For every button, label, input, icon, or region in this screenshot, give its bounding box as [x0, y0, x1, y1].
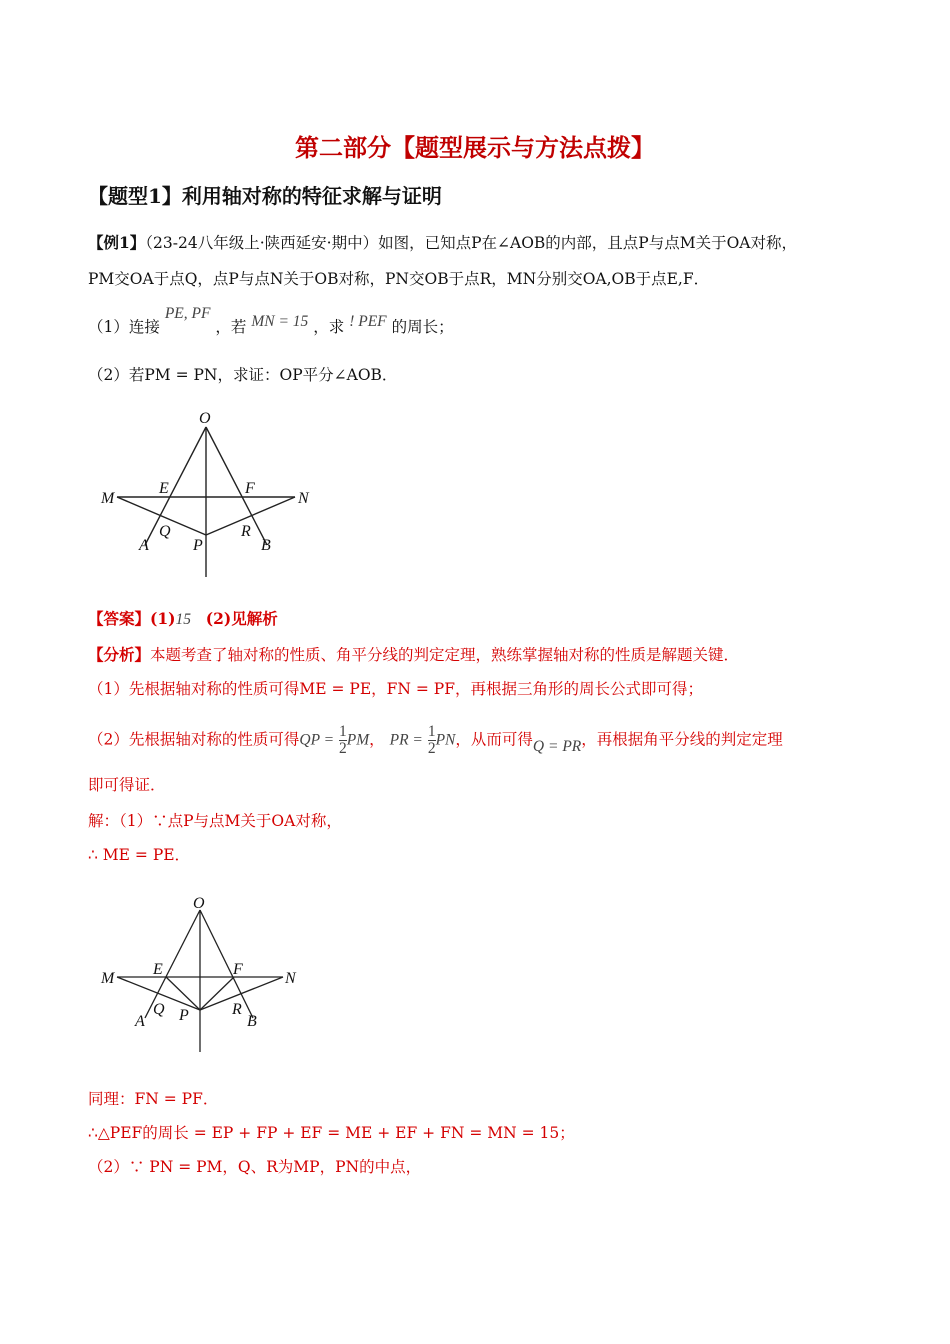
- solution-line-5: （2）∵ PN = PM，Q、R为MP，PN的中点，: [88, 1158, 422, 1176]
- question-2: （2）若PM = PN，求证：OP平分∠AOB．: [88, 366, 398, 384]
- q1-mn: MN = 15: [251, 313, 309, 330]
- example-source: （23-24八年级上·陕西延安·期中）: [145, 234, 379, 252]
- frac-num-2: 1: [427, 723, 436, 740]
- example-label: 【例1】: [88, 233, 146, 252]
- step2-prefix: （2）先根据轴对称的性质可得: [88, 730, 300, 749]
- step2-pr: PR =: [389, 731, 423, 749]
- q1-pe-pf: PE, PF: [164, 305, 211, 322]
- label-E: E: [159, 480, 169, 497]
- solution-line-2: ∴ ME = PE．: [88, 846, 191, 864]
- analysis-step-2-end: 即可得证．: [88, 776, 166, 794]
- analysis-label: 【分析】: [88, 645, 151, 664]
- label-Q-2: Q: [153, 1001, 165, 1018]
- analysis-step-2: [88, 724, 783, 757]
- answer-label: 【答案】: [88, 609, 151, 628]
- step2-suffix: ，再根据角平分线的判定定理: [581, 730, 783, 749]
- solution-line-1: 解：（1）∵点P与点M关于OA对称，: [88, 812, 342, 830]
- analysis-step-1: （1）先根据轴对称的性质可得ME = PE，FN = PF，再根据三角形的周长公式即可得；: [88, 680, 703, 698]
- question-1: [88, 305, 454, 339]
- answer-value-1: 15: [175, 611, 191, 628]
- geometry-figure-1: [95, 405, 325, 585]
- label-P-2: P: [179, 1007, 189, 1024]
- label-N: N: [298, 490, 309, 507]
- q1-suffix: 的周长；: [391, 318, 454, 336]
- label-B-2: B: [247, 1013, 257, 1030]
- q1-mid2: ，求: [313, 318, 345, 336]
- example-line-1: [88, 232, 797, 254]
- frac-num-1: 1: [339, 723, 347, 740]
- answer-line: [88, 608, 278, 631]
- step2-comma: ，: [369, 730, 385, 749]
- example-text-1: 如图，已知点P在∠AOB的内部，且点P与点M关于OA对称，: [378, 234, 798, 252]
- label-M-2: M: [101, 970, 115, 987]
- label-A: A: [139, 537, 149, 554]
- label-F: F: [245, 480, 255, 497]
- fraction-half-2: [428, 724, 436, 757]
- frac-den-1: 2: [339, 740, 347, 757]
- solution-line-3: 同理：FN = PF．: [88, 1090, 219, 1108]
- label-F-2: F: [233, 961, 243, 978]
- page-title: 第二部分【题型展示与方法点拨】: [295, 133, 655, 162]
- q1-pef: ! PEF: [349, 313, 387, 330]
- section-heading: 【题型1】利用轴对称的特征求解与证明: [88, 184, 442, 208]
- label-O: O: [199, 410, 211, 427]
- frac-den-2: 2: [427, 740, 436, 757]
- label-M: M: [101, 490, 115, 507]
- q1-prefix: （1）连接: [88, 318, 160, 336]
- analysis-text: 本题考查了轴对称的性质、角平分线的判定定理，熟练掌握轴对称的性质是解题关键．: [150, 646, 740, 664]
- example-line-2: PM交OA于点Q，点P与点N关于OB对称，PN交OB于点R，MN分别交OA,OB于点E,F．: [88, 270, 710, 288]
- label-P: P: [193, 537, 203, 554]
- answer-part2: (2)见解析: [205, 609, 278, 628]
- segment-pf-2: [200, 977, 234, 1010]
- analysis-line: [88, 644, 739, 666]
- label-A-2: A: [135, 1013, 145, 1030]
- label-N-2: N: [285, 970, 296, 987]
- fraction-half-1: [339, 724, 347, 757]
- step2-pn: PN: [435, 731, 456, 749]
- step2-qp: QP =: [299, 731, 335, 749]
- step2-middle: ，从而可得: [455, 730, 533, 749]
- label-R-2: R: [232, 1001, 242, 1018]
- label-O-2: O: [193, 895, 205, 912]
- solution-line-4: ∴△PEF的周长 = EP + FP + EF = ME + EF + FN = MN = 15；: [88, 1124, 575, 1142]
- step2-eq: Q = PR: [532, 737, 582, 755]
- label-E-2: E: [153, 961, 163, 978]
- segment-pe-2: [166, 977, 200, 1010]
- ray-ob: [206, 427, 267, 545]
- geometry-figure-2: [95, 890, 325, 1060]
- ray-oa: [145, 427, 206, 545]
- label-R: R: [241, 523, 251, 540]
- label-Q: Q: [159, 523, 171, 540]
- q1-mid: ，若: [215, 318, 247, 336]
- label-B: B: [261, 537, 271, 554]
- step2-pm: PM: [346, 731, 370, 749]
- answer-part1: (1): [150, 609, 176, 628]
